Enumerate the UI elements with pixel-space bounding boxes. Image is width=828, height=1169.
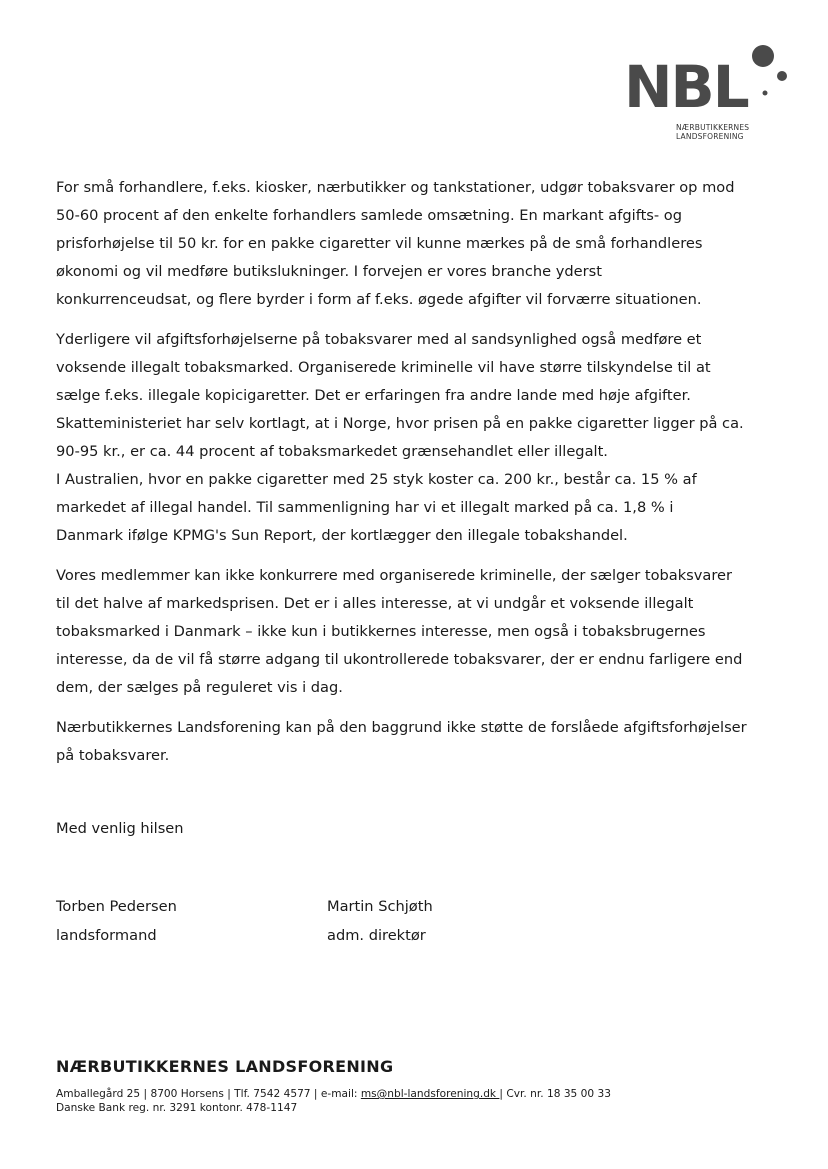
- logo-letters: NBL: [624, 53, 748, 121]
- paragraph-2: [56, 326, 791, 550]
- text-line: interesse, da de vil få større adgang til ukontrollerede tobaksvarer, der er endnu farligere end: [56, 651, 743, 668]
- text-line: Skatteministeriet har selv kortlagt, at i Norge, hvor prisen på en pakke cigaretter ligger på ca.: [56, 415, 744, 432]
- text-line: Vores medlemmer kan ikke konkurrere med organiserede kriminelle, der sælger tobaksvarer: [56, 567, 733, 584]
- footer-email-link[interactable]: ms@nbl-landsforening.dk: [360, 1088, 500, 1100]
- footer-org-name: NÆRBUTIKKERNES LANDSFORENING: [56, 1057, 394, 1076]
- text-line: I Australien, hvor en pakke cigaretter med 25 styk koster ca. 200 kr., består ca. 15 % af: [56, 471, 697, 488]
- text-line: på tobaksvarer.: [56, 747, 170, 764]
- logo-subtitle: [676, 123, 749, 141]
- text-line: til det halve af markedsprisen. Det er i alles interesse, at vi undgår et voksende illegalt: [56, 595, 694, 612]
- text-line: dem, der sælges på reguleret vis i dag.: [56, 679, 343, 696]
- paragraph-4: [56, 714, 791, 770]
- text-line: 50-60 procent af den enkelte forhandlers samlede omsætning. En markant afgifts- og: [56, 207, 682, 224]
- logo-subtitle-line1: NÆRBUTIKKERNES: [676, 123, 750, 132]
- text-line: For små forhandlere, f.eks. kiosker, nærbutikker og tankstationer, udgør tobaksvarer op mod: [56, 179, 735, 196]
- footer-cvr: | Cvr. nr. 18 35 00 33: [499, 1088, 611, 1100]
- text-line: konkurrenceudsat, og flere byrder i form af f.eks. øgede afgifter vil forværre situationen.: [56, 291, 702, 308]
- signatory-title: adm. direktør: [327, 927, 426, 944]
- footer-bank-line: Danske Bank reg. nr. 3291 kontonr. 478-1147: [56, 1102, 298, 1114]
- paragraph-1: [56, 174, 791, 314]
- text-line: markedet af illegal handel. Til sammenligning har vi et illegalt marked på ca. 1,8 % i: [56, 499, 674, 516]
- paragraph-3: [56, 562, 791, 702]
- text-line: voksende illegalt tobaksmarked. Organiserede kriminelle vil have større tilskyndelse til at: [56, 359, 711, 376]
- letter-body: [56, 174, 791, 782]
- signatory-name: Torben Pedersen: [56, 898, 177, 915]
- footer-contact-line: [56, 1088, 611, 1100]
- footer-address: Amballegård 25 | 8700 Horsens | Tlf. 7542 4577 | e-mail:: [56, 1088, 361, 1100]
- signatory-1: [56, 892, 177, 950]
- signatory-2: [327, 892, 433, 950]
- closing-greeting: Med venlig hilsen: [56, 820, 184, 837]
- text-line: Danmark ifølge KPMG's Sun Report, der kortlægger den illegale tobakshandel.: [56, 527, 628, 544]
- text-line: 90-95 kr., er ca. 44 procent af tobaksmarkedet grænsehandlet eller illegalt.: [56, 443, 608, 460]
- text-line: prisforhøjelse til 50 kr. for en pakke cigaretter vil kunne mærkes på de små forhandleres: [56, 235, 703, 252]
- signatory-name: Martin Schjøth: [327, 898, 433, 915]
- text-line: tobaksmarked i Danmark – ikke kun i butikkernes interesse, men også i tobaksbrugernes: [56, 623, 706, 640]
- text-line: sælge f.eks. illegale kopicigaretter. Det er erfaringen fra andre lande med høje afgifter.: [56, 387, 691, 404]
- logo-subtitle-line2: LANDSFORENING: [676, 132, 744, 141]
- text-line: økonomi og vil medføre butikslukninger. I forvejen er vores branche yderst: [56, 263, 602, 280]
- nbl-logo: [622, 40, 797, 145]
- text-line: Yderligere vil afgiftsforhøjelserne på tobaksvarer med al sandsynlighed også medføre et: [56, 331, 702, 348]
- text-line: Nærbutikkernes Landsforening kan på den baggrund ikke støtte de forslåede afgiftsforhøjelser: [56, 719, 747, 736]
- signatory-title: landsformand: [56, 927, 157, 944]
